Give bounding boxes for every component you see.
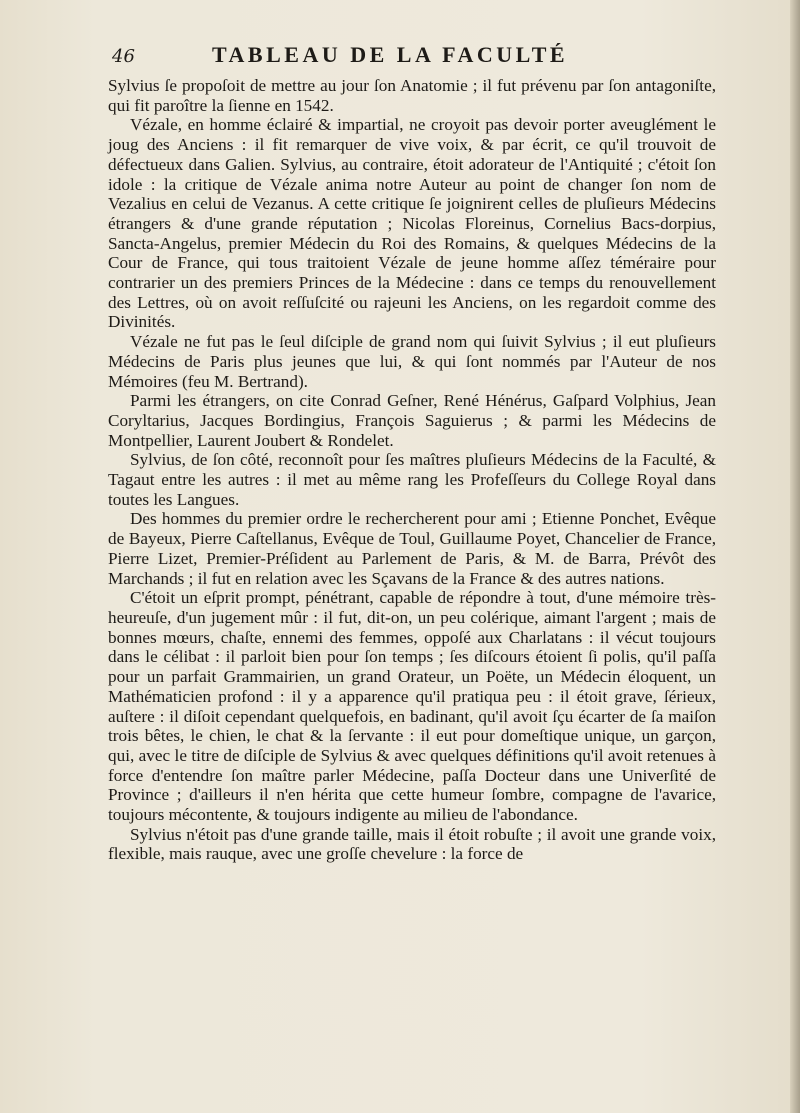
paragraph: Sylvius n'étoit pas d'une grande taille, mais il étoit robuſte ; il avoit une grande voix, flexible, mais rauque, avec une groſſe chevelure : la force de xyxy=(108,824,716,864)
running-head: TABLEAU DE LA FACULTÉ xyxy=(212,42,569,67)
paragraph: Vézale, en homme éclairé & impartial, ne croyoit pas devoir porter aveuglément le joug des Anciens : il fit remarquer de vive voix, & par écrit, ce qu'il trouvoit de défectueux dans Galien. Sylvius, au contraire, étoit adorateur de l'Antiquité ; c'étoit ſon idole : la critique de Vézale anima notre Auteur au point de changer ſon nom de Vezalius en celui de Vezanus. A cette critique ſe joignirent celles de pluſieurs Médecins étrangers & d'une grande réputation ; Nicolas Floreinus, Cornelius Bacs-dorpius, Sancta-Angelus, premier Médecin du Roi des Romains, & quelques Médecins de la Cour de France, qui tous traitoient Vézale de jeune homme aſſez téméraire pour contrarier un des premiers Princes de la Médecine : dans ce temps du renouvellement des Lettres, où on avoit reſſuſcité ou rajeuni les Anciens, on les regardoit comme des Divinités. xyxy=(108,115,716,332)
page-header xyxy=(108,42,716,76)
body-text xyxy=(108,76,716,864)
paragraph: C'étoit un eſprit prompt, pénétrant, capable de répondre à tout, d'une mémoire très-heureuſe, d'un jugement mûr : il fut, dit-on, un peu colérique, aimant l'argent ; mais de bonnes mœurs, chaſte, ennemi des femmes, oppoſé aux Charlatans : il vécut toujours dans le célibat : il parloit bien pour ſon temps ; ſes diſcours étoient ſi polis, qu'il paſſa pour un parfait Grammairien, un grand Orateur, un Poëte, un Médecin éloquent, un Mathématicien profond : il y a apparence qu'il pratiqua peu : il étoit grave, ſérieux, auſtere : il diſoit cependant quelquefois, en badinant, qu'il avoit ſçu écarter de ſa maiſon trois bêtes, le chien, le chat & la ſervante : il eut pour domeſtique unique, un garçon, qui, avec le titre de diſciple de Sylvius & avec quelques définitions qu'il avoit retenues à force d'entendre ſon maître parler Médecine, paſſa Docteur dans une Univerſité de Province ; d'ailleurs il n'en hérita que cette humeur ſombre, compagne de l'avarice, toujours mécontente, & toujours indigente au milieu de l'abondance. xyxy=(108,588,716,825)
page-edge xyxy=(790,0,800,1113)
paragraph: Sylvius ſe propoſoit de mettre au jour ſon Anatomie ; il fut prévenu par ſon antagoniſte, qui fit paroître la ſienne en 1542. xyxy=(108,76,716,115)
paragraph: Vézale ne fut pas le ſeul diſciple de grand nom qui ſuivit Sylvius ; il eut pluſieurs Médecins de Paris plus jeunes que lui, & qui ſont nommés par l'Auteur de nos Mémoires (feu M. Bertrand). xyxy=(108,332,716,391)
paragraph: Sylvius, de ſon côté, reconnoît pour ſes maîtres pluſieurs Médecins de la Faculté, & Tagaut entre les autres : il met au même rang les Profeſſeurs du College Royal dans toutes les Langues. xyxy=(108,450,716,509)
page-number: 46 xyxy=(112,46,135,67)
paragraph: Parmi les étrangers, on cite Conrad Geſner, René Hénérus, Gaſpard Volphius, Jean Coryltarius, Jacques Bordingius, François Saguierus ; & parmi les Médecins de Montpellier, Laurent Joubert & Rondelet. xyxy=(108,391,716,450)
paragraph: Des hommes du premier ordre le rechercherent pour ami ; Etienne Ponchet, Evêque de Bayeux, Pierre Caſtellanus, Evêque de Toul, Guillaume Poyet, Chancelier de France, Pierre Lizet, Premier-Préſident au Parlement de Paris, & M. de Barra, Prévôt des Marchands ; il fut en relation avec les Sçavans de la France & des autres nations. xyxy=(108,509,716,588)
